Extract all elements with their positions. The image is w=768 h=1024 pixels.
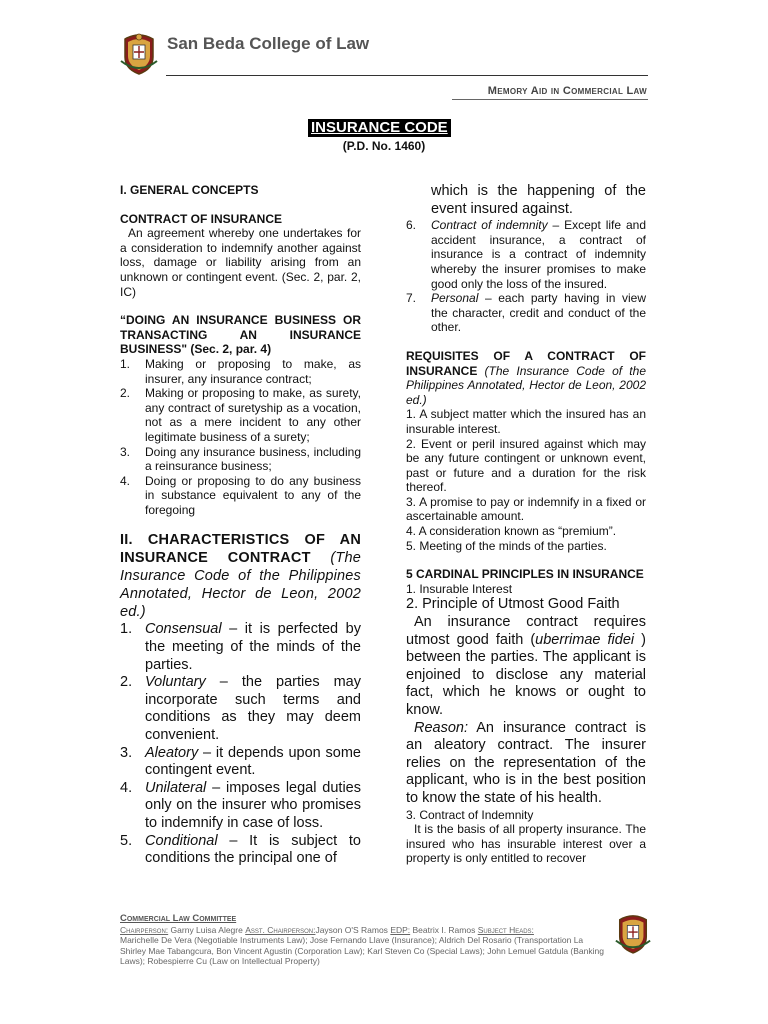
characteristics-list — [120, 621, 361, 867]
list-item: 2. Event or peril insured against which may be any future contingent or unknown event, past or future and a duration for the risk thereof. — [406, 436, 646, 495]
list-item: 3. Doing any insurance business, including a reinsurance business; — [120, 444, 361, 474]
list-item: 2. Making or proposing to make, as surety, any contract of suretyship as a vocation, not as a mere incident to any other legitimate business of a surety; — [120, 386, 361, 444]
cardinal-principle-3: 3. Contract of Indemnity — [406, 807, 534, 822]
section-general-concepts: I. GENERAL CONCEPTS — [120, 183, 259, 197]
footer-seal-icon — [614, 912, 652, 954]
cardinal-principle-2: 2. Principle of Utmost Good Faith — [406, 596, 620, 613]
characteristics-heading: II. CHARACTERISTICS OF AN INSURANCE CONTRACT (The Insurance Code of the Philippines Annotated, Hector de Leon, 2002 ed.) — [120, 532, 361, 621]
memory-aid-label: Memory Aid in Commercial Law — [487, 85, 647, 97]
list-item: 1. Consensual – it is perfected by the meeting of the minds of the parties. — [120, 621, 361, 673]
characteristics-list-continued — [406, 218, 646, 335]
college-seal-icon — [119, 31, 159, 75]
list-item: 1. Making or proposing to make, as insurer, any insurance contract; — [120, 356, 361, 386]
college-name: San Beda College of Law — [167, 34, 370, 53]
committee-officers: Chairperson: Garny Luisa Alegre Asst. Chairperson:Jayson O'S Ramos EDP: Beatrix I. Ramos Subject Heads: — [120, 924, 534, 935]
list-item: 7. Personal – each party having in view the character, credit and conduct of the other. — [406, 291, 646, 335]
list-item: 4. Doing or proposing to do any business in substance equivalent to any of the foregoing — [120, 473, 361, 517]
characteristics-source: (The Insurance Code of the Philippines Annotated, Hector de Leon, 2002 ed.) — [120, 550, 361, 621]
footer — [120, 914, 640, 967]
list-item: 1. A subject matter which the insured has an insurable interest. — [406, 407, 646, 436]
list-item: 5. Conditional – It is subject to conditions the principal one of — [120, 832, 361, 867]
document-title: INSURANCE CODE — [308, 119, 451, 137]
characteristic-5-continuation: which is the happening of the event insured against. — [431, 183, 646, 217]
cardinal-principle-1: 1. Insurable Interest — [406, 581, 513, 596]
document-subtitle: (P.D. No. 1460) — [342, 139, 426, 153]
subject-heads-line-2: Shirley Mae Tabangcura, Bon Vincent Agustin (Corporation Law); Karl Steven Co (Special Laws); John Lemuel Gatdula (Banking — [120, 945, 604, 956]
doing-business-list — [120, 357, 361, 518]
subject-heads-line-3: Laws); Robespierre Cu (Law on Intellectual Property) — [120, 956, 320, 966]
indemnity-paragraph: It is the basis of all property insurance. The insured who has insurable interest over a property is only entitled to recover — [406, 822, 646, 866]
list-item: 3. A promise to pay or indemnify in a fixed or ascertainable amount. — [406, 494, 646, 524]
subject-heads-line-1: Marichelle De Vera (Negotiable Instruments Law); Jose Fernando Llave (Insurance); Aldrich Del Rosario (Transportation La — [120, 935, 584, 945]
left-column — [120, 183, 361, 868]
list-item: 4. A consideration known as “premium”. — [406, 524, 617, 539]
doing-business-heading: “DOING AN INSURANCE BUSINESS OR TRANSACTING AN INSURANCE BUSINESS" (Sec. 2, par. 4) — [120, 313, 361, 357]
right-column — [406, 183, 646, 866]
list-item: 6. Contract of indemnity – Except life and accident insurance, a contract of insurance is a contract of indemnity whereby the insurer promises to make good only the loss of the insured. — [406, 218, 646, 291]
header-divider — [166, 75, 648, 76]
list-item: 2. Voluntary – the parties may incorporate such terms and conditions as they may deem convenient. — [120, 674, 361, 744]
contract-heading: CONTRACT OF INSURANCE — [120, 211, 282, 226]
list-item: 3. Aleatory – it depends upon some contingent event. — [120, 744, 361, 779]
list-item: 4. Unilateral – imposes legal duties only on the insurer who promises to indemnify in case of loss. — [120, 779, 361, 831]
reason-paragraph: Reason: An insurance contract is an aleatory contract. The insurer relies on the representation of the applicant, who is in the best position to know the state of his health. — [406, 719, 646, 806]
requisites-source: (The Insurance Code of the Philippines Annotated, Hector de Leon, 2002 ed.) — [406, 363, 646, 407]
requisites-heading: REQUISITES OF A CONTRACT OF INSURANCE (The Insurance Code of the Philippines Annotated, Hector de Leon, 2002 ed.) — [406, 348, 646, 407]
committee-title: Commercial Law Committee — [120, 914, 237, 924]
list-item: 5. Meeting of the minds of the parties. — [406, 538, 607, 553]
contract-definition: An agreement whereby one undertakes for a consideration to indemnify another against loss, damage or liability arising from an unknown or contingent event. (Sec. 2, par. 2, IC) — [120, 226, 361, 299]
memory-aid-underline — [452, 99, 648, 100]
cardinal-principles-heading: 5 CARDINAL PRINCIPLES IN INSURANCE — [406, 567, 644, 582]
good-faith-paragraph: An insurance contract requires utmost good faith (uberrimae fidei ) between the parties. The applicant is enjoined to disclose any material fact, which he knows or ought to know. — [406, 614, 646, 718]
